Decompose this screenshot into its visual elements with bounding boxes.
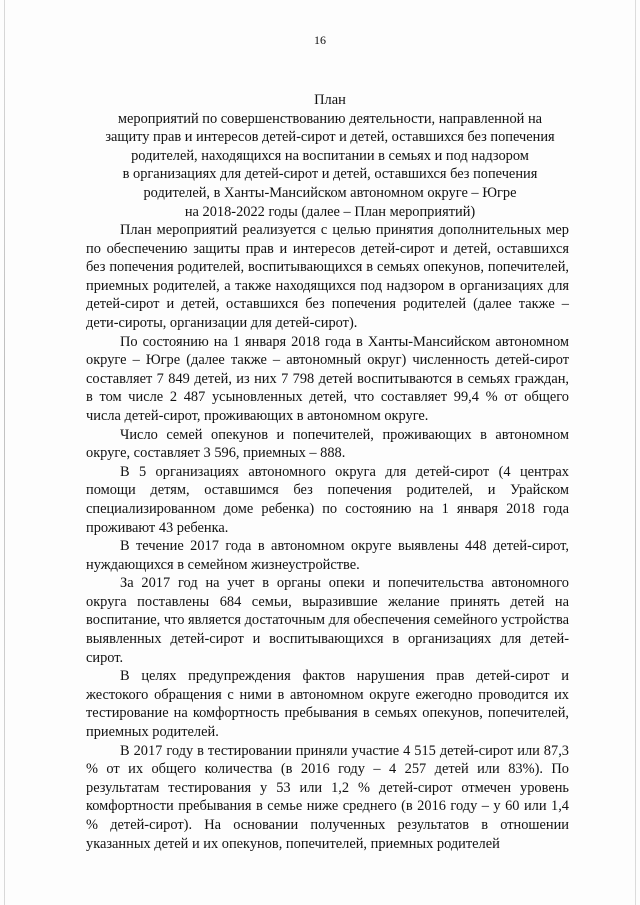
- paragraph: В 2017 году в тестировании приняли участие 4 515 детей-сирот или 87,3 % от их общего количества (в 2016 году – 4 257 детей или 83%). По результатам тестирования у 53 или 1,2 % детей-сирот отмечен уровень комфортности пребывания в семье ниже среднего (в 2016 году – у 60 или 1,4 % детей-сирот). На основании полученных результатов в отношении указанных детей и их опекунов, попечителей, приемных родителей: [86, 742, 569, 852]
- title-line: План: [314, 92, 346, 108]
- scan-edge-left: [4, 0, 5, 905]
- paragraph: План мероприятий реализуется с целью принятия дополнительных мер по обеспечению защиты прав и интересов детей-сирот и детей, оставшихся без попечения родителей, воспитывающихся в семьях опекунов, попечителей, приемных родителей, а также находящихся под надзором в организациях для детей-сирот и детей, оставшихся без попечения родителей (далее также – дети-сироты, организации для детей-сирот).: [86, 222, 569, 331]
- title-line: в организациях для детей-сирот и детей, оставшихся без попечения: [122, 166, 538, 183]
- paragraph: В 5 организациях автономного округа для детей-сирот (4 центрах помощи детям, оставшимся без попечения родителей, и Урайском специализированном доме ребенка) по состоянию на 1 января 2018 года проживают 43 ребенка.: [86, 463, 569, 536]
- title-line: родителей, в Ханты-Мансийском автономном округе – Югре: [143, 184, 517, 201]
- page-number: 16: [314, 33, 326, 47]
- document-title: [80, 91, 580, 221]
- paragraph: В течение 2017 года в автономном округе выявлены 448 детей-сирот, нуждающихся в семейном жизнеустройстве.: [86, 538, 569, 573]
- title-line: родителей, находящихся на воспитании в семьях и под надзором: [131, 147, 529, 164]
- title-line: защиту прав и интересов детей-сирот и детей, оставшихся без попечения: [105, 129, 555, 146]
- title-line: мероприятий по совершенствованию деятельности, направленной на: [117, 110, 543, 127]
- paragraph: Число семей опекунов и попечителей, проживающих в автономном округе, составляет 3 596, приемных – 888.: [86, 426, 569, 462]
- document-body: [86, 221, 569, 853]
- paragraph: За 2017 год на учет в органы опеки и попечительства автономного округа поставлены 684 семьи, выразившие желание принять детей на воспитание, что является достаточным для обеспечения семейного устройства выявленных детей-сирот и воспитывающихся в организациях для детей-сирот.: [86, 575, 569, 666]
- paragraph: По состоянию на 1 января 2018 года в Ханты-Мансийском автономном округе – Югре (далее также – автономный округ) численность детей-сирот составляет 7 849 детей, из них 7 798 детей воспитываются в семьях граждан, в том числе 2 487 усыновленных детей, что составляет 99,4 % от общего числа детей-сирот, проживающих в автономном округе.: [86, 333, 569, 424]
- title-line: на 2018-2022 годы (далее – План мероприятий): [184, 203, 476, 220]
- paragraph: В целях предупреждения фактов нарушения прав детей-сирот и жестокого обращения с ними в автономном округе ежегодно проводится их тестирование на комфортность пребывания в семьях опекунов, попечителей, приемных родителей.: [86, 668, 569, 741]
- scan-edge-right: [635, 0, 636, 905]
